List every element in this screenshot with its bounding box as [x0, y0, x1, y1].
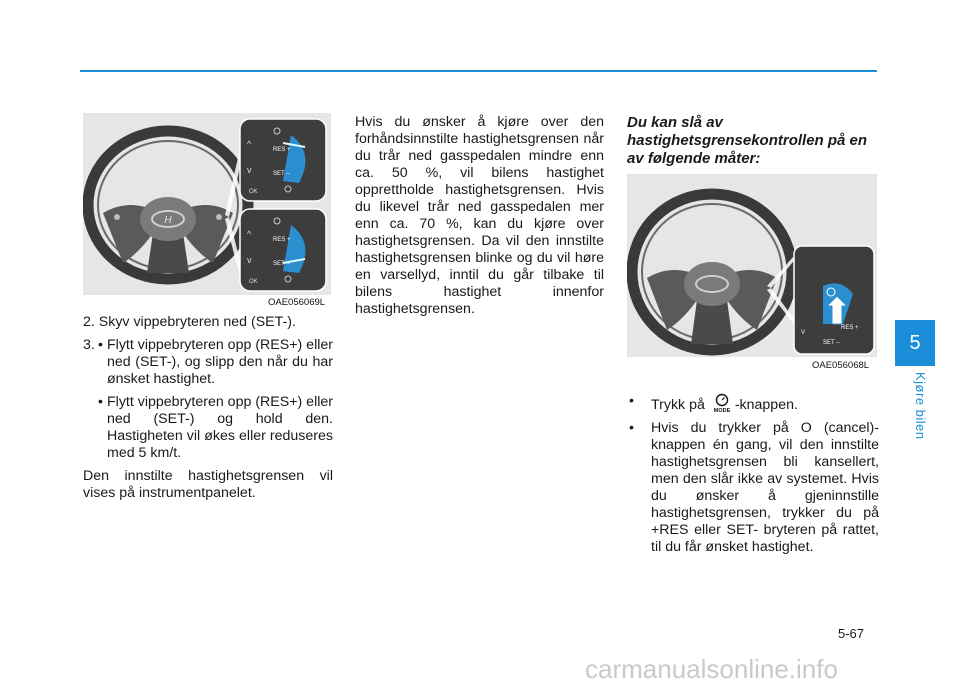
svg-text:v: v: [247, 165, 252, 175]
col1-paragraph: Den innstilte hastighetsgrensen vil vises på instrumentpanelet.: [83, 468, 333, 501]
bullet-1-post: -knappen.: [734, 397, 798, 413]
res-label-2: RES +: [273, 237, 291, 243]
mode-icon: [709, 393, 735, 413]
bullet-marker: •: [98, 394, 103, 410]
ok-label-1: OK: [249, 189, 258, 195]
bullet-cancel-button: [627, 420, 879, 556]
set-label-1: SET –: [273, 171, 290, 177]
steering-wheel-figure-2: [627, 174, 877, 357]
chapter-title: Kjøre bilen: [913, 372, 928, 440]
header-rule: [80, 70, 877, 72]
bullet-mode-button: [627, 393, 879, 414]
bullet-marker: •: [629, 420, 634, 436]
step-3-a-text: Flytt vippebryteren opp (RES+) eller ned (SET-), og slipp den når du har ønsket hastighet.: [107, 337, 333, 387]
ok-label-2: OK: [249, 279, 258, 285]
bullet-marker: •: [98, 337, 103, 353]
svg-text:^: ^: [247, 139, 252, 149]
col2-paragraph: Hvis du ønsker å kjøre over den forhåndsinnstilte hastighetsgrensen når du trår ned gasspedalen mindre enn ca. 50 %, vil bilens hastighet opprettholde hastighetsgrensen. Hvis du likevel trår ned gasspedalen mer enn ca. 70 %, kan du kjøre over hastighetsgrensen. Da vil den innstilte hastighetsgrensen blinke og du vil høre en varsellyd, inntil du går tilbake til bilens hastighet innenfor hastighetsgrensen.: [355, 114, 604, 317]
steering-wheel-illustration-2: [627, 174, 877, 357]
res-label-fig2: RES +: [841, 325, 859, 331]
page-number: 5-67: [838, 626, 865, 641]
column-3-bullets: [627, 393, 879, 562]
svg-text:^: ^: [247, 229, 252, 239]
svg-text:v: v: [247, 255, 252, 265]
steering-wheel-illustration: [83, 113, 331, 295]
section-heading: Du kan slå av hastighetsgrensekontrollen på en av følgende måter:: [627, 114, 868, 167]
figure-2-caption: OAE056068L: [812, 360, 870, 371]
column-2: [355, 114, 604, 324]
chapter-tab: 5: [895, 320, 935, 366]
column-3: [627, 114, 879, 174]
svg-text:v: v: [801, 327, 805, 336]
step-3-item-a: [83, 337, 333, 388]
step-3-item-b: [83, 394, 333, 462]
step-3-b-text: Flytt vippebryteren opp (RES+) eller ned (SET-) og hold den. Hastigheten vil økes eller reduseres med 5 km/t.: [107, 394, 333, 461]
set-label-2: SET –: [273, 261, 290, 267]
svg-text:H: H: [164, 215, 172, 226]
mode-icon-label: MODE: [713, 408, 731, 413]
column-1: [83, 314, 333, 508]
step-3-number: 3.: [83, 337, 95, 353]
steering-wheel-figure-1: [83, 113, 331, 295]
res-label-1: RES +: [273, 147, 291, 153]
bullet-1-pre: Trykk på: [651, 397, 709, 413]
step-2-text: 2. Skyv vippebryteren ned (SET-).: [83, 314, 296, 330]
bullet-2-text: Hvis du trykker på O (cancel)-knappen én gang, vil den innstilte hastighetsgrensen bli kansellert, men den slår ikke av systemet. Hvis du ønsker å gjeninnstille hastighetsgrensen, trykker du på +RES eller SET- bryteren på rattet, til du får ønsket hastighet.: [651, 420, 879, 555]
bullet-marker: •: [629, 393, 634, 409]
watermark: carmanualsonline.info: [585, 654, 838, 684]
figure-1-caption: OAE056069L: [268, 297, 326, 308]
set-label-fig2: SET –: [823, 340, 840, 346]
